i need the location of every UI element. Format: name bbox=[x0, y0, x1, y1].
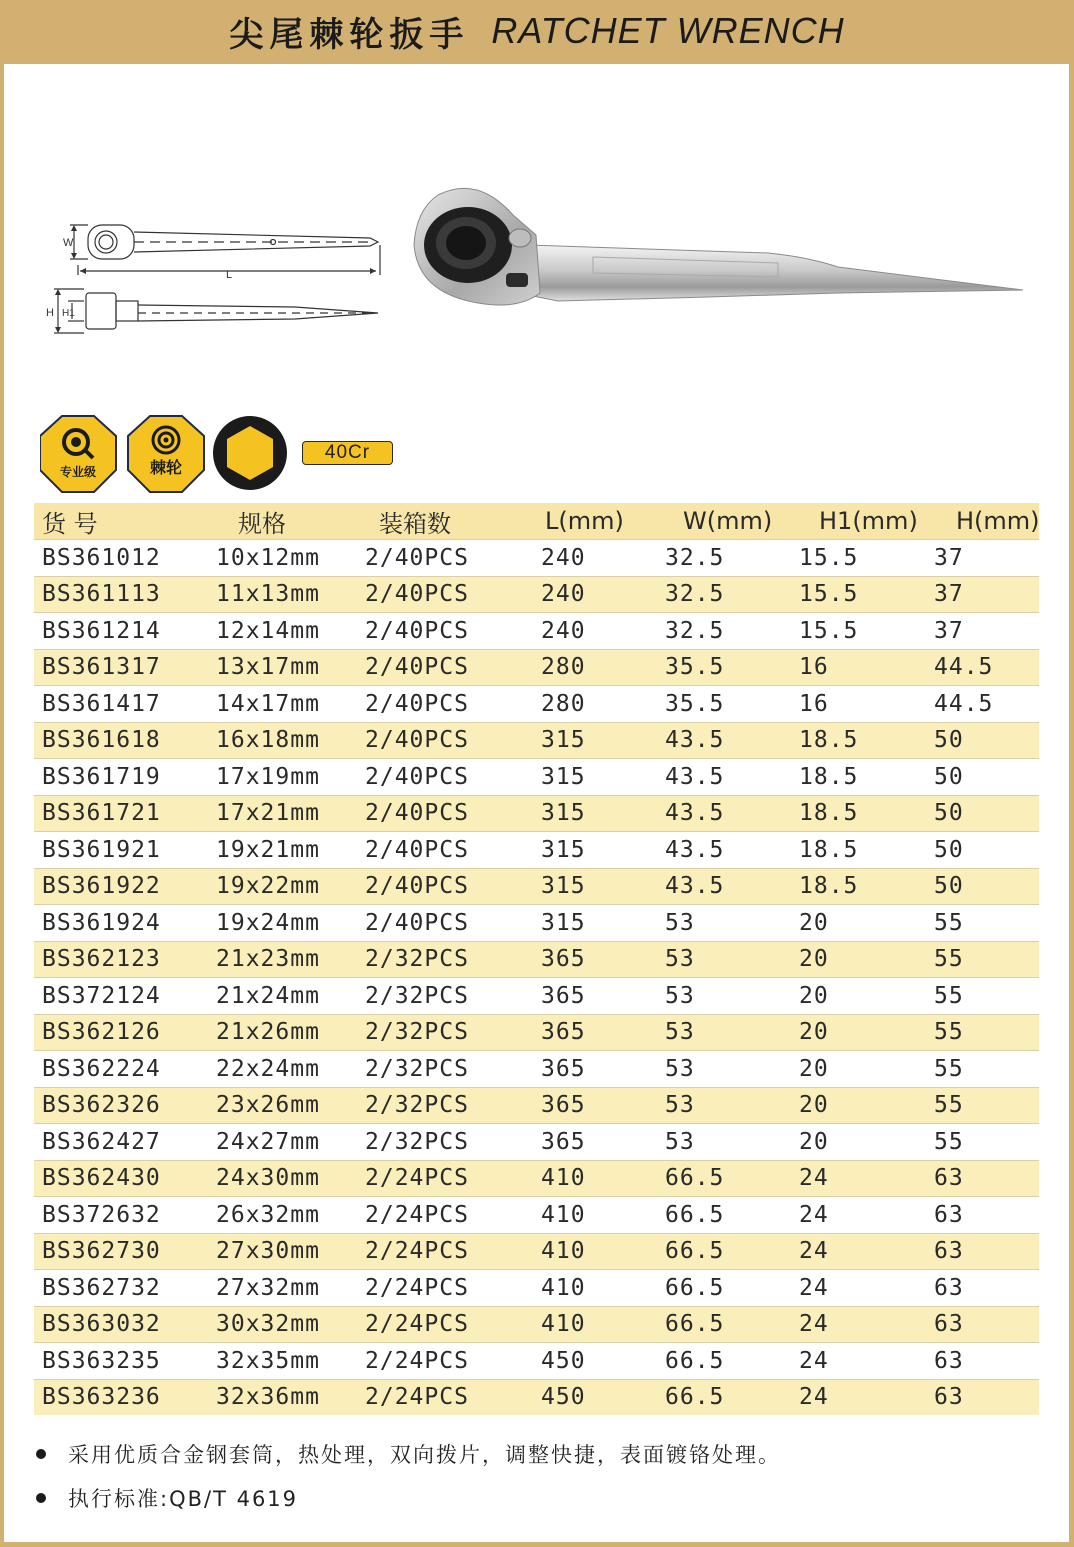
cell-h: 55 bbox=[930, 978, 1039, 1015]
cell-h1: 16 bbox=[793, 649, 930, 686]
cell-h1: 20 bbox=[793, 978, 930, 1015]
header-spec: 规格 bbox=[202, 503, 365, 540]
cell-item-no: BS362326 bbox=[34, 1087, 202, 1124]
table-row bbox=[34, 1014, 1039, 1051]
table-row bbox=[34, 978, 1039, 1015]
cell-h: 44.5 bbox=[930, 686, 1039, 723]
cell-spec: 10x12mm bbox=[202, 540, 365, 577]
table-row bbox=[34, 1379, 1039, 1415]
cell-h1: 15.5 bbox=[793, 613, 930, 650]
cell-width: 32.5 bbox=[657, 576, 793, 613]
cell-spec: 21x26mm bbox=[202, 1014, 365, 1051]
cell-pack-qty: 2/32PCS bbox=[365, 941, 525, 978]
cell-item-no: BS363236 bbox=[34, 1379, 202, 1415]
table-row bbox=[34, 905, 1039, 942]
cell-h: 63 bbox=[930, 1343, 1039, 1380]
table-row bbox=[34, 941, 1039, 978]
cell-h1: 24 bbox=[793, 1379, 930, 1415]
cell-item-no: BS361214 bbox=[34, 613, 202, 650]
cell-width: 66.5 bbox=[657, 1306, 793, 1343]
cell-h1: 24 bbox=[793, 1343, 930, 1380]
cell-spec: 17x21mm bbox=[202, 795, 365, 832]
cell-length: 315 bbox=[525, 905, 657, 942]
cell-spec: 24x27mm bbox=[202, 1124, 365, 1161]
cell-item-no: BS361618 bbox=[34, 722, 202, 759]
cell-length: 410 bbox=[525, 1306, 657, 1343]
cell-spec: 14x17mm bbox=[202, 686, 365, 723]
cell-length: 365 bbox=[525, 1051, 657, 1088]
cell-item-no: BS372632 bbox=[34, 1197, 202, 1234]
cell-item-no: BS361417 bbox=[34, 686, 202, 723]
cell-length: 315 bbox=[525, 832, 657, 869]
spec-table bbox=[34, 503, 1039, 1415]
cell-length: 410 bbox=[525, 1233, 657, 1270]
table-row bbox=[34, 759, 1039, 796]
cell-h1: 24 bbox=[793, 1233, 930, 1270]
cell-width: 53 bbox=[657, 978, 793, 1015]
table-row bbox=[34, 1233, 1039, 1270]
title-bar bbox=[0, 0, 1074, 62]
material-badge: 40Cr bbox=[302, 441, 393, 465]
cell-width: 53 bbox=[657, 1014, 793, 1051]
cell-item-no: BS362123 bbox=[34, 941, 202, 978]
cell-width: 53 bbox=[657, 1051, 793, 1088]
table-row bbox=[34, 795, 1039, 832]
cell-length: 410 bbox=[525, 1160, 657, 1197]
table-row bbox=[34, 649, 1039, 686]
cell-pack-qty: 2/40PCS bbox=[365, 613, 525, 650]
header-item-no: 货 号 bbox=[34, 503, 202, 540]
table-header-row bbox=[34, 503, 1039, 540]
cell-width: 66.5 bbox=[657, 1379, 793, 1415]
cell-spec: 12x14mm bbox=[202, 613, 365, 650]
cell-pack-qty: 2/24PCS bbox=[365, 1270, 525, 1307]
cell-item-no: BS363032 bbox=[34, 1306, 202, 1343]
cell-spec: 16x18mm bbox=[202, 722, 365, 759]
cell-h1: 20 bbox=[793, 941, 930, 978]
cell-h1: 20 bbox=[793, 905, 930, 942]
cell-pack-qty: 2/32PCS bbox=[365, 978, 525, 1015]
cell-pack-qty: 2/40PCS bbox=[365, 795, 525, 832]
cell-h1: 15.5 bbox=[793, 540, 930, 577]
cell-h1: 24 bbox=[793, 1306, 930, 1343]
cell-item-no: BS362730 bbox=[34, 1233, 202, 1270]
table-row bbox=[34, 1270, 1039, 1307]
cell-width: 43.5 bbox=[657, 868, 793, 905]
cell-length: 365 bbox=[525, 941, 657, 978]
cell-h1: 24 bbox=[793, 1270, 930, 1307]
badge-professional-label: 专业级 bbox=[59, 465, 97, 479]
cell-spec: 30x32mm bbox=[202, 1306, 365, 1343]
note-text: 采用优质合金钢套筒，热处理，双向拨片，调整快捷，表面镀铬处理。 bbox=[68, 1443, 781, 1467]
table-row bbox=[34, 722, 1039, 759]
table-row bbox=[34, 1124, 1039, 1161]
table-row bbox=[34, 1087, 1039, 1124]
cell-spec: 21x23mm bbox=[202, 941, 365, 978]
cell-h1: 18.5 bbox=[793, 868, 930, 905]
cell-spec: 19x21mm bbox=[202, 832, 365, 869]
cell-h: 55 bbox=[930, 905, 1039, 942]
cell-length: 240 bbox=[525, 613, 657, 650]
cell-item-no: BS362427 bbox=[34, 1124, 202, 1161]
cell-width: 35.5 bbox=[657, 686, 793, 723]
cell-h: 55 bbox=[930, 1087, 1039, 1124]
cell-h: 55 bbox=[930, 1124, 1039, 1161]
table-row bbox=[34, 540, 1039, 577]
wrench-photo bbox=[408, 175, 1038, 330]
cell-h1: 15.5 bbox=[793, 576, 930, 613]
cell-width: 53 bbox=[657, 941, 793, 978]
cell-h: 37 bbox=[930, 576, 1039, 613]
cell-length: 365 bbox=[525, 1124, 657, 1161]
cell-pack-qty: 2/40PCS bbox=[365, 868, 525, 905]
cell-spec: 13x17mm bbox=[202, 649, 365, 686]
cell-length: 315 bbox=[525, 722, 657, 759]
header-pack-qty: 装箱数 bbox=[365, 503, 525, 540]
cell-spec: 11x13mm bbox=[202, 576, 365, 613]
bullet-icon bbox=[36, 1449, 46, 1459]
cell-spec: 32x35mm bbox=[202, 1343, 365, 1380]
cell-length: 315 bbox=[525, 759, 657, 796]
table-row bbox=[34, 576, 1039, 613]
cell-length: 410 bbox=[525, 1197, 657, 1234]
cell-pack-qty: 2/24PCS bbox=[365, 1160, 525, 1197]
cell-pack-qty: 2/24PCS bbox=[365, 1306, 525, 1343]
cell-pack-qty: 2/32PCS bbox=[365, 1124, 525, 1161]
cell-h: 63 bbox=[930, 1379, 1039, 1415]
cell-item-no: BS361317 bbox=[34, 649, 202, 686]
cell-item-no: BS363235 bbox=[34, 1343, 202, 1380]
bullet-icon bbox=[36, 1493, 46, 1503]
title-english: RATCHET WRENCH bbox=[491, 10, 845, 51]
header-h1: H1(mm) bbox=[793, 503, 930, 540]
cell-item-no: BS361721 bbox=[34, 795, 202, 832]
cell-h1: 20 bbox=[793, 1087, 930, 1124]
cell-h: 63 bbox=[930, 1306, 1039, 1343]
cell-h1: 18.5 bbox=[793, 832, 930, 869]
cell-pack-qty: 2/40PCS bbox=[365, 905, 525, 942]
table-row bbox=[34, 868, 1039, 905]
cell-pack-qty: 2/24PCS bbox=[365, 1197, 525, 1234]
cell-width: 66.5 bbox=[657, 1343, 793, 1380]
note-item bbox=[36, 1432, 1036, 1476]
cell-item-no: BS372124 bbox=[34, 978, 202, 1015]
header-length: L(mm) bbox=[525, 503, 657, 540]
cell-h: 55 bbox=[930, 1014, 1039, 1051]
cell-length: 280 bbox=[525, 686, 657, 723]
cell-width: 32.5 bbox=[657, 613, 793, 650]
cell-h: 63 bbox=[930, 1160, 1039, 1197]
cell-spec: 32x36mm bbox=[202, 1379, 365, 1415]
cell-h: 50 bbox=[930, 868, 1039, 905]
dimension-diagram bbox=[40, 205, 400, 355]
cell-width: 53 bbox=[657, 1087, 793, 1124]
table-row bbox=[34, 1160, 1039, 1197]
cell-h: 63 bbox=[930, 1197, 1039, 1234]
cell-item-no: BS362126 bbox=[34, 1014, 202, 1051]
badge-ratchet-label: 棘轮 bbox=[149, 458, 183, 477]
cell-width: 66.5 bbox=[657, 1233, 793, 1270]
cell-h1: 24 bbox=[793, 1160, 930, 1197]
cell-h: 50 bbox=[930, 722, 1039, 759]
cell-h: 55 bbox=[930, 1051, 1039, 1088]
header-width: W(mm) bbox=[657, 503, 793, 540]
cell-width: 32.5 bbox=[657, 540, 793, 577]
cell-h: 50 bbox=[930, 759, 1039, 796]
cell-width: 66.5 bbox=[657, 1270, 793, 1307]
professional-grade-icon bbox=[40, 416, 116, 492]
cell-pack-qty: 2/24PCS bbox=[365, 1233, 525, 1270]
cell-h1: 20 bbox=[793, 1014, 930, 1051]
cell-h1: 18.5 bbox=[793, 722, 930, 759]
cell-h1: 18.5 bbox=[793, 795, 930, 832]
table-row bbox=[34, 1051, 1039, 1088]
cell-length: 365 bbox=[525, 1014, 657, 1051]
cell-spec: 27x32mm bbox=[202, 1270, 365, 1307]
cell-width: 53 bbox=[657, 905, 793, 942]
cell-h1: 24 bbox=[793, 1197, 930, 1234]
cell-spec: 21x24mm bbox=[202, 978, 365, 1015]
cell-width: 43.5 bbox=[657, 795, 793, 832]
cell-length: 240 bbox=[525, 540, 657, 577]
cell-pack-qty: 2/32PCS bbox=[365, 1014, 525, 1051]
cell-pack-qty: 2/32PCS bbox=[365, 1051, 525, 1088]
cell-h: 50 bbox=[930, 795, 1039, 832]
cell-item-no: BS361924 bbox=[34, 905, 202, 942]
cell-pack-qty: 2/40PCS bbox=[365, 576, 525, 613]
dim-label-w: W bbox=[63, 237, 74, 249]
cell-spec: 24x30mm bbox=[202, 1160, 365, 1197]
cell-h: 37 bbox=[930, 540, 1039, 577]
cell-spec: 23x26mm bbox=[202, 1087, 365, 1124]
cell-pack-qty: 2/40PCS bbox=[365, 759, 525, 796]
cell-length: 280 bbox=[525, 649, 657, 686]
table-row bbox=[34, 832, 1039, 869]
cell-h: 44.5 bbox=[930, 649, 1039, 686]
table-row bbox=[34, 686, 1039, 723]
header-h: H(mm) bbox=[930, 503, 1039, 540]
cell-width: 43.5 bbox=[657, 759, 793, 796]
cell-length: 315 bbox=[525, 868, 657, 905]
cell-item-no: BS361113 bbox=[34, 576, 202, 613]
cell-length: 410 bbox=[525, 1270, 657, 1307]
cell-spec: 27x30mm bbox=[202, 1233, 365, 1270]
cell-item-no: BS362224 bbox=[34, 1051, 202, 1088]
cell-length: 365 bbox=[525, 978, 657, 1015]
cell-spec: 26x32mm bbox=[202, 1197, 365, 1234]
cell-width: 43.5 bbox=[657, 722, 793, 759]
cell-h: 37 bbox=[930, 613, 1039, 650]
cell-item-no: BS361719 bbox=[34, 759, 202, 796]
cell-pack-qty: 2/40PCS bbox=[365, 832, 525, 869]
cell-pack-qty: 2/40PCS bbox=[365, 722, 525, 759]
cell-spec: 19x22mm bbox=[202, 868, 365, 905]
cell-h1: 20 bbox=[793, 1051, 930, 1088]
hexagon-socket-icon bbox=[213, 416, 287, 490]
cell-h1: 16 bbox=[793, 686, 930, 723]
cell-width: 53 bbox=[657, 1124, 793, 1161]
cell-width: 66.5 bbox=[657, 1160, 793, 1197]
cell-pack-qty: 2/32PCS bbox=[365, 1087, 525, 1124]
cell-length: 240 bbox=[525, 576, 657, 613]
cell-pack-qty: 2/24PCS bbox=[365, 1379, 525, 1415]
cell-item-no: BS361922 bbox=[34, 868, 202, 905]
title-chinese: 尖尾棘轮扳手 bbox=[229, 14, 470, 55]
table-row bbox=[34, 1306, 1039, 1343]
cell-width: 43.5 bbox=[657, 832, 793, 869]
cell-item-no: BS362430 bbox=[34, 1160, 202, 1197]
cell-length: 450 bbox=[525, 1379, 657, 1415]
cell-spec: 17x19mm bbox=[202, 759, 365, 796]
ratchet-icon bbox=[128, 416, 204, 492]
note-text: 执行标准:QB/T 4619 bbox=[68, 1487, 299, 1511]
cell-item-no: BS361921 bbox=[34, 832, 202, 869]
cell-h: 63 bbox=[930, 1270, 1039, 1307]
table-row bbox=[34, 613, 1039, 650]
cell-h1: 20 bbox=[793, 1124, 930, 1161]
dim-label-l: L bbox=[226, 269, 233, 281]
cell-spec: 22x24mm bbox=[202, 1051, 365, 1088]
cell-pack-qty: 2/40PCS bbox=[365, 540, 525, 577]
cell-item-no: BS362732 bbox=[34, 1270, 202, 1307]
cell-spec: 19x24mm bbox=[202, 905, 365, 942]
cell-item-no: BS361012 bbox=[34, 540, 202, 577]
cell-length: 315 bbox=[525, 795, 657, 832]
cell-pack-qty: 2/24PCS bbox=[365, 1343, 525, 1380]
cell-length: 365 bbox=[525, 1087, 657, 1124]
dim-label-h1: H1 bbox=[62, 308, 75, 319]
cell-pack-qty: 2/40PCS bbox=[365, 686, 525, 723]
notes bbox=[36, 1432, 1036, 1520]
cell-h1: 18.5 bbox=[793, 759, 930, 796]
cell-length: 450 bbox=[525, 1343, 657, 1380]
cell-h: 55 bbox=[930, 941, 1039, 978]
dim-label-h: H bbox=[46, 307, 54, 319]
cell-width: 66.5 bbox=[657, 1197, 793, 1234]
cell-h: 63 bbox=[930, 1233, 1039, 1270]
cell-h: 50 bbox=[930, 832, 1039, 869]
note-item bbox=[36, 1476, 1036, 1520]
cell-pack-qty: 2/40PCS bbox=[365, 649, 525, 686]
cell-width: 35.5 bbox=[657, 649, 793, 686]
table-row bbox=[34, 1343, 1039, 1380]
table-row bbox=[34, 1197, 1039, 1234]
